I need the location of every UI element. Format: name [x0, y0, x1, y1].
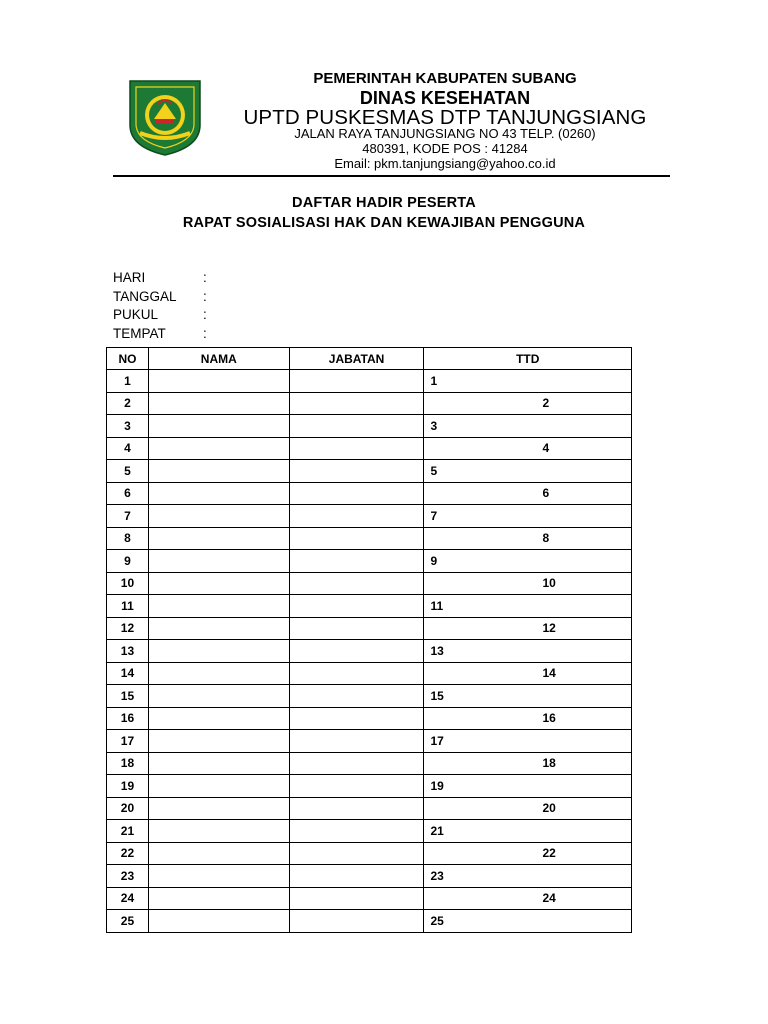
signature-cell[interactable] [424, 505, 632, 528]
attendance-table [106, 347, 632, 933]
position-cell[interactable] [289, 550, 424, 573]
row-number: 14 [107, 662, 149, 685]
signature-cell[interactable] [424, 595, 632, 618]
signature-number: 8 [542, 531, 550, 546]
signature-number: 25 [430, 913, 444, 928]
name-cell[interactable] [148, 370, 289, 393]
table-row [107, 482, 632, 505]
signature-cell[interactable] [424, 460, 632, 483]
row-number: 24 [107, 887, 149, 910]
address-line-2: 480391, KODE POS : 41284 [362, 141, 528, 156]
name-cell[interactable] [148, 527, 289, 550]
signature-number: 9 [430, 553, 438, 568]
table-row [107, 685, 632, 708]
signature-cell[interactable] [424, 415, 632, 438]
signature-cell[interactable] [424, 820, 632, 843]
row-number: 17 [107, 730, 149, 753]
signature-number: 15 [430, 688, 444, 703]
signature-cell[interactable] [424, 662, 632, 685]
government-name: PEMERINTAH KABUPATEN SUBANG [313, 70, 577, 87]
row-number: 19 [107, 775, 149, 798]
row-number: 18 [107, 752, 149, 775]
signature-number: 5 [430, 463, 438, 478]
signature-cell[interactable] [424, 910, 632, 933]
row-number: 22 [107, 842, 149, 865]
signature-number: 13 [430, 643, 444, 658]
name-cell[interactable] [148, 460, 289, 483]
signature-cell[interactable] [424, 752, 632, 775]
signature-cell[interactable] [424, 572, 632, 595]
document-subtitle: RAPAT SOSIALISASI HAK DAN KEWAJIBAN PENGGUNA [182, 215, 586, 231]
position-cell[interactable] [289, 527, 424, 550]
position-cell[interactable] [289, 437, 424, 460]
row-number: 10 [107, 572, 149, 595]
name-cell[interactable] [148, 730, 289, 753]
signature-number: 2 [542, 396, 550, 411]
info-row-pukul [113, 307, 213, 326]
signature-number: 17 [430, 733, 444, 748]
table-row [107, 842, 632, 865]
table-row [107, 730, 632, 753]
position-cell[interactable] [289, 572, 424, 595]
name-cell[interactable] [148, 617, 289, 640]
name-cell[interactable] [148, 865, 289, 888]
row-number: 15 [107, 685, 149, 708]
row-number: 8 [107, 527, 149, 550]
position-cell[interactable] [289, 910, 424, 933]
info-label: TEMPAT [113, 325, 166, 341]
document-title: DAFTAR HADIR PESERTA [292, 195, 476, 211]
header-ttd: TTD [424, 348, 632, 370]
signature-cell[interactable] [424, 865, 632, 888]
table-row [107, 415, 632, 438]
name-cell[interactable] [148, 505, 289, 528]
table-row [107, 752, 632, 775]
table-row [107, 572, 632, 595]
signature-number: 19 [430, 778, 444, 793]
position-cell[interactable] [289, 415, 424, 438]
signature-cell[interactable] [424, 842, 632, 865]
signature-number: 22 [542, 846, 556, 861]
signature-number: 16 [542, 711, 556, 726]
info-row-tempat [113, 326, 213, 345]
info-row-hari [113, 270, 213, 289]
position-cell[interactable] [289, 640, 424, 663]
name-cell[interactable] [148, 640, 289, 663]
table-row [107, 887, 632, 910]
name-cell[interactable] [148, 437, 289, 460]
table-row [107, 797, 632, 820]
name-cell[interactable] [148, 820, 289, 843]
row-number: 9 [107, 550, 149, 573]
signature-number: 12 [542, 621, 556, 636]
signature-cell[interactable] [424, 617, 632, 640]
signature-cell[interactable] [424, 887, 632, 910]
name-cell[interactable] [148, 572, 289, 595]
row-number: 16 [107, 707, 149, 730]
table-row [107, 460, 632, 483]
table-row [107, 595, 632, 618]
name-cell[interactable] [148, 775, 289, 798]
name-cell[interactable] [148, 707, 289, 730]
name-cell[interactable] [148, 797, 289, 820]
name-cell[interactable] [148, 685, 289, 708]
name-cell[interactable] [148, 662, 289, 685]
position-cell[interactable] [289, 820, 424, 843]
row-number: 23 [107, 865, 149, 888]
table-row [107, 550, 632, 573]
table-header-row [107, 348, 632, 370]
row-number: 4 [107, 437, 149, 460]
info-colon: : [203, 307, 207, 322]
name-cell[interactable] [148, 415, 289, 438]
info-colon: : [203, 270, 207, 285]
position-cell[interactable] [289, 595, 424, 618]
name-cell[interactable] [148, 910, 289, 933]
row-number: 2 [107, 392, 149, 415]
signature-cell[interactable] [424, 550, 632, 573]
row-number: 7 [107, 505, 149, 528]
institution-name: UPTD PUSKESMAS DTP TANJUNGSIANG [243, 106, 647, 129]
signature-cell[interactable] [424, 707, 632, 730]
header-nama: NAMA [148, 348, 289, 370]
table-row [107, 775, 632, 798]
signature-number: 3 [430, 418, 438, 433]
position-cell[interactable] [289, 370, 424, 393]
info-label: TANGGAL [113, 288, 177, 304]
email-line: Email: pkm.tanjungsiang@yahoo.co.id [334, 156, 556, 171]
row-number: 12 [107, 617, 149, 640]
name-cell[interactable] [148, 550, 289, 573]
table-row [107, 527, 632, 550]
signature-number: 20 [542, 801, 556, 816]
signature-cell[interactable] [424, 775, 632, 798]
position-cell[interactable] [289, 752, 424, 775]
signature-cell[interactable] [424, 797, 632, 820]
name-cell[interactable] [148, 482, 289, 505]
signature-cell[interactable] [424, 370, 632, 393]
info-colon: : [203, 288, 207, 304]
signature-number: 10 [542, 576, 556, 591]
info-colon: : [203, 325, 207, 341]
signature-number: 7 [430, 508, 438, 523]
subang-regency-emblem-icon [126, 77, 204, 157]
signature-number: 1 [430, 373, 438, 388]
name-cell[interactable] [148, 392, 289, 415]
position-cell[interactable] [289, 685, 424, 708]
signature-number: 14 [542, 666, 556, 681]
signature-cell[interactable] [424, 482, 632, 505]
name-cell[interactable] [148, 842, 289, 865]
row-number: 25 [107, 910, 149, 933]
header-jabatan: JABATAN [289, 348, 424, 370]
header-no: NO [107, 348, 149, 370]
signature-number: 6 [542, 486, 550, 501]
position-cell[interactable] [289, 842, 424, 865]
position-cell[interactable] [289, 730, 424, 753]
table-row [107, 662, 632, 685]
signature-cell[interactable] [424, 527, 632, 550]
signature-number: 24 [542, 891, 556, 906]
position-cell[interactable] [289, 797, 424, 820]
table-row [107, 910, 632, 933]
table-row [107, 392, 632, 415]
position-cell[interactable] [289, 775, 424, 798]
row-number: 11 [107, 595, 149, 618]
name-cell[interactable] [148, 887, 289, 910]
position-cell[interactable] [289, 505, 424, 528]
row-number: 5 [107, 460, 149, 483]
meeting-info [113, 270, 213, 344]
info-label: PUKUL [113, 307, 159, 322]
address-line-1: JALAN RAYA TANJUNGSIANG NO 43 TELP. (0260) [294, 126, 596, 141]
name-cell[interactable] [148, 595, 289, 618]
position-cell[interactable] [289, 662, 424, 685]
table-row [107, 437, 632, 460]
table-row [107, 617, 632, 640]
signature-number: 23 [430, 868, 444, 883]
table-row [107, 820, 632, 843]
info-row-tanggal [113, 289, 213, 308]
letterhead-divider [113, 175, 670, 177]
table-row [107, 640, 632, 663]
table-body [107, 370, 632, 933]
position-cell[interactable] [289, 707, 424, 730]
table-row [107, 505, 632, 528]
signature-cell[interactable] [424, 437, 632, 460]
position-cell[interactable] [289, 865, 424, 888]
signature-number: 11 [430, 598, 444, 613]
position-cell[interactable] [289, 887, 424, 910]
table-row [107, 707, 632, 730]
signature-cell[interactable] [424, 685, 632, 708]
signature-number: 4 [542, 441, 550, 456]
row-number: 3 [107, 415, 149, 438]
signature-cell[interactable] [424, 640, 632, 663]
signature-number: 18 [542, 756, 556, 771]
table-row [107, 865, 632, 888]
row-number: 1 [107, 370, 149, 393]
position-cell[interactable] [289, 460, 424, 483]
signature-cell[interactable] [424, 730, 632, 753]
signature-number: 21 [430, 823, 444, 838]
row-number: 21 [107, 820, 149, 843]
department-name: DINAS KESEHATAN [359, 88, 531, 108]
name-cell[interactable] [148, 752, 289, 775]
row-number: 6 [107, 482, 149, 505]
position-cell[interactable] [289, 482, 424, 505]
signature-cell[interactable] [424, 392, 632, 415]
info-label: HARI [113, 270, 146, 285]
row-number: 20 [107, 797, 149, 820]
position-cell[interactable] [289, 392, 424, 415]
position-cell[interactable] [289, 617, 424, 640]
table-row [107, 370, 632, 393]
row-number: 13 [107, 640, 149, 663]
